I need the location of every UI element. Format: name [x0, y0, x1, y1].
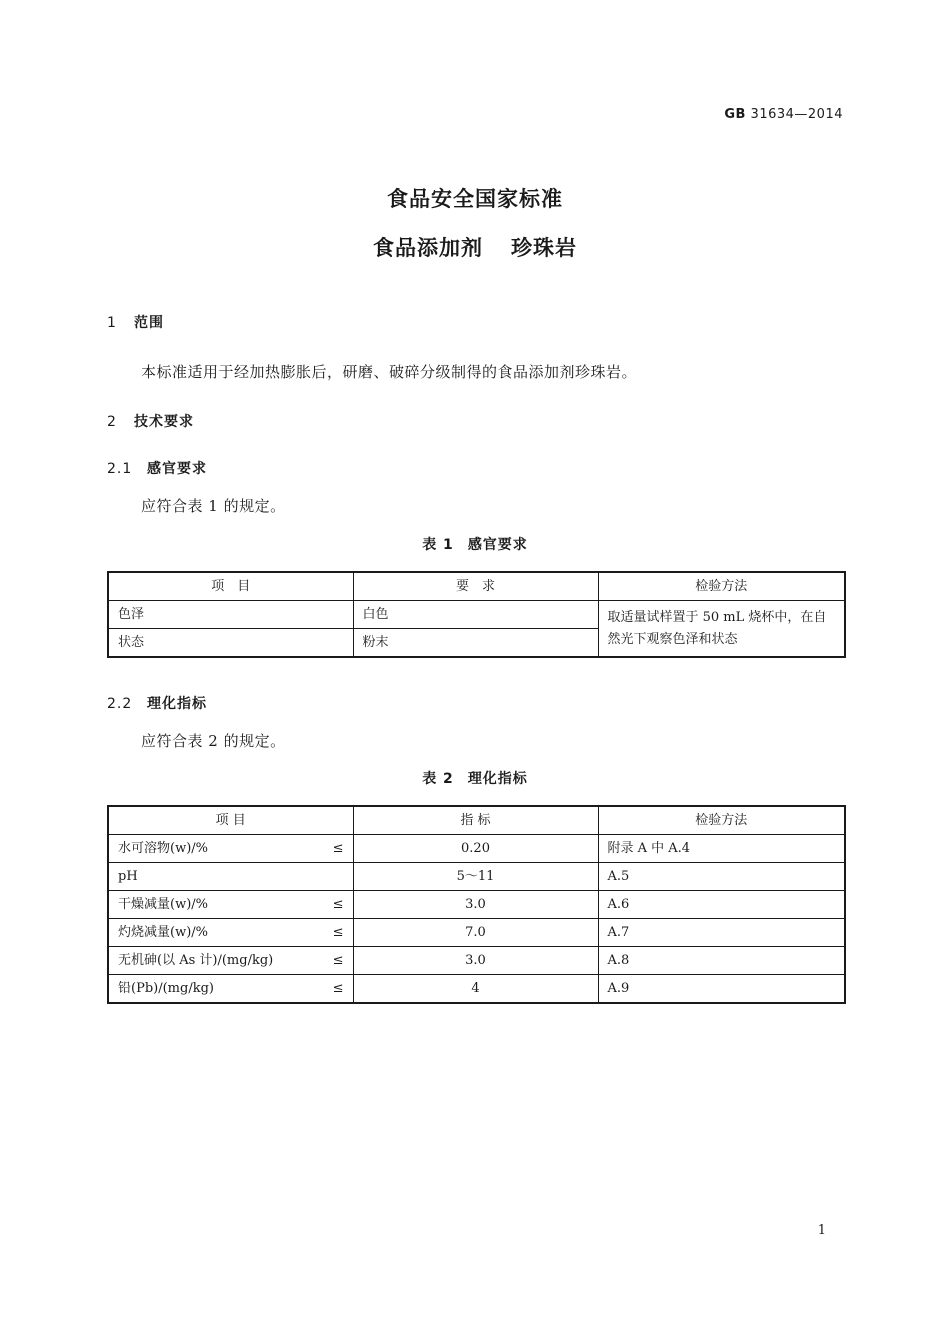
document-title: 食品安全国家标准 [387, 187, 563, 211]
table-row [108, 863, 845, 891]
table-row [108, 835, 845, 863]
item-label: 无机砷(以 As 计)/(mg/kg) [118, 953, 274, 968]
cell-requirement: 粉末 [353, 629, 598, 658]
standard-code-number: 31634—2014 [750, 107, 843, 122]
cell-method: A.5 [598, 863, 845, 891]
cell-value: 0.20 [353, 835, 598, 863]
section-title: 理化指标 [147, 696, 207, 712]
section-heading-1 [107, 312, 164, 332]
section-title: 范围 [134, 315, 164, 331]
item-label: pH [118, 869, 138, 884]
cell-value: 3.0 [353, 947, 598, 975]
cell-method: A.7 [598, 919, 845, 947]
table-row [108, 975, 845, 1004]
item-label: 水可溶物(w)/% [118, 841, 209, 856]
section-number: 2 [107, 414, 117, 430]
less-equal-symbol: ≤ [332, 841, 344, 856]
cell-method: 附录 A 中 A.4 [598, 835, 845, 863]
cell-method: A.6 [598, 891, 845, 919]
cell-requirement: 白色 [353, 601, 598, 629]
section-2-1-paragraph: 应符合表 1 的规定。 [141, 497, 286, 515]
cell-item [108, 863, 353, 891]
less-equal-symbol: ≤ [332, 981, 344, 996]
section-number: 2.1 [107, 461, 133, 477]
cell-value: 7.0 [353, 919, 598, 947]
section-heading-2-1 [107, 458, 207, 478]
header-item: 项 目 [108, 572, 353, 601]
cell-item [108, 835, 353, 863]
item-label: 铅(Pb)/(mg/kg) [118, 981, 214, 996]
header-method: 检验方法 [598, 806, 845, 835]
caption-label: 表 2 [422, 771, 454, 787]
standard-code [724, 107, 843, 122]
section-title: 技术要求 [134, 414, 194, 430]
less-equal-symbol: ≤ [332, 953, 344, 968]
table-header-row [108, 806, 845, 835]
cell-method: 取适量试样置于 50 mL 烧杯中，在自然光下观察色泽和状态 [598, 601, 845, 658]
item-label: 灼烧减量(w)/% [118, 925, 209, 940]
caption-label: 表 1 [422, 537, 454, 553]
table-row [108, 601, 845, 629]
cell-item [108, 947, 353, 975]
item-label: 干燥减量(w)/% [118, 897, 209, 912]
section-1-paragraph: 本标准适用于经加热膨胀后，研磨、破碎分级制得的食品添加剂珍珠岩。 [141, 363, 638, 381]
section-heading-2 [107, 411, 194, 431]
caption-title: 感官要求 [467, 537, 528, 553]
cell-item [108, 891, 353, 919]
caption-title: 理化指标 [467, 771, 528, 787]
table-2-physicochemical [107, 805, 846, 1004]
page-number: 1 [817, 1223, 826, 1238]
table-2-caption [0, 768, 950, 788]
section-title: 感官要求 [147, 461, 207, 477]
subtitle-category: 食品添加剂 [373, 236, 483, 260]
table-row [108, 919, 845, 947]
table-1-caption [0, 534, 950, 554]
cell-item: 色泽 [108, 601, 353, 629]
standard-code-prefix: GB [724, 107, 746, 122]
section-number: 2.2 [107, 696, 133, 712]
cell-method: A.8 [598, 947, 845, 975]
cell-value: 5～11 [353, 863, 598, 891]
cell-item [108, 975, 353, 1004]
table-header-row [108, 572, 845, 601]
cell-method: A.9 [598, 975, 845, 1004]
header-method: 检验方法 [598, 572, 845, 601]
less-equal-symbol: ≤ [332, 925, 344, 940]
less-equal-symbol: ≤ [332, 897, 344, 912]
section-heading-2-2 [107, 693, 207, 713]
table-row [108, 891, 845, 919]
table-1-sensory [107, 571, 846, 658]
document-subtitle [0, 232, 950, 262]
section-number: 1 [107, 315, 117, 331]
section-2-2-paragraph: 应符合表 2 的规定。 [141, 732, 286, 750]
table-row [108, 947, 845, 975]
cell-item: 状态 [108, 629, 353, 658]
header-index: 指 标 [353, 806, 598, 835]
cell-value: 4 [353, 975, 598, 1004]
header-item: 项 目 [108, 806, 353, 835]
cell-item [108, 919, 353, 947]
header-requirement: 要 求 [353, 572, 598, 601]
subtitle-product: 珍珠岩 [511, 236, 577, 260]
cell-value: 3.0 [353, 891, 598, 919]
